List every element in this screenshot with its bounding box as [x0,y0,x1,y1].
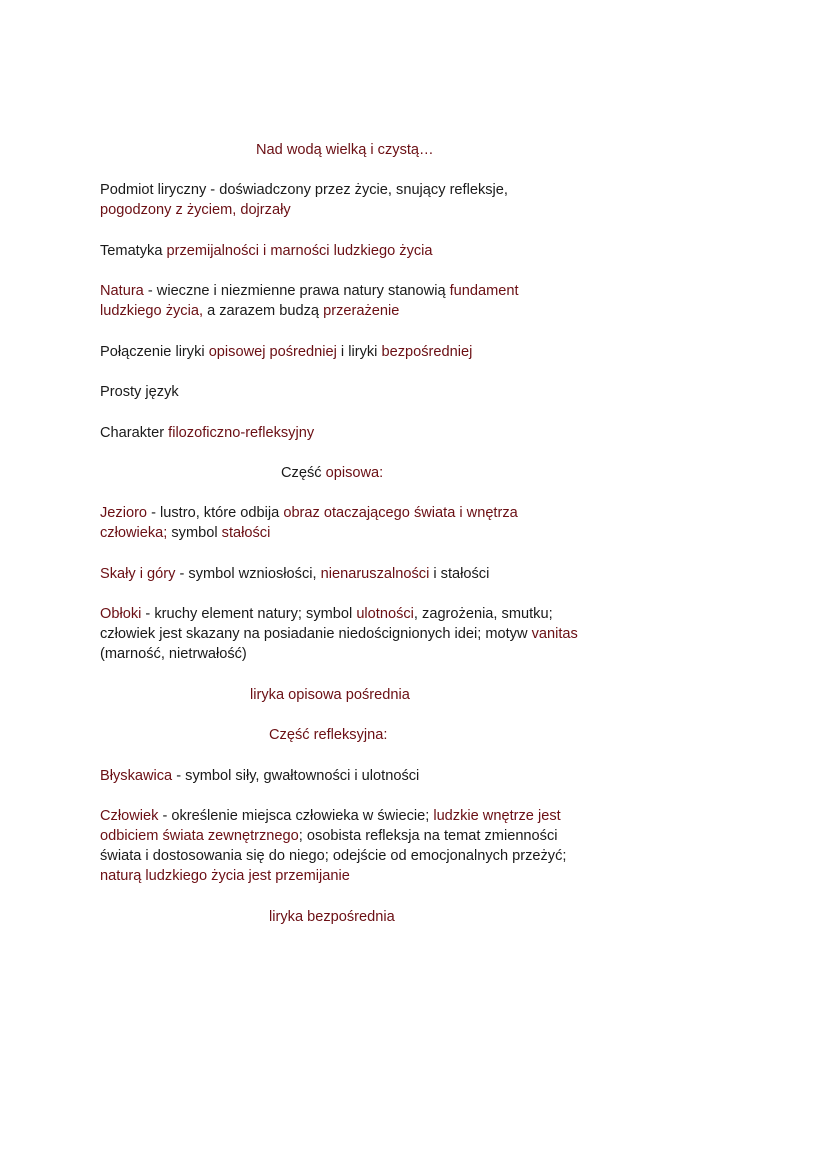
czlowiek-highlight-1: ludzkie wnętrze jest [433,808,561,824]
opisowa-heading [281,463,383,483]
prosty-jezyk: Prosty język [100,384,179,400]
jezioro-text-2: symbol [167,525,222,541]
tematyka-label: Tematyka [100,243,167,259]
obloki-line-1 [100,604,553,624]
jezioro-line-1 [100,503,518,523]
refleksyjna-heading: Część refleksyjna: [269,727,388,743]
polaczenie-text-2: i liryki [336,344,382,360]
czlowiek-line-2 [100,826,558,846]
obloki-text-2: , zagrożenia, smutku; [413,606,553,622]
czlowiek-line-1 [100,806,561,826]
charakter-highlight: filozoficzno-refleksyjny [168,425,315,441]
polaczenie-highlight-1: opisowej pośredniej [208,344,337,360]
czlowiek-highlight-2: odbiciem świata zewnętrznego [100,828,299,844]
natura-text: - wieczne i niezmienne prawa natury stanowią [143,283,450,299]
tematyka-line [100,241,433,261]
obloki-text-3: człowiek jest skazany na posiadanie niedoścignionych idei; motyw [100,626,532,642]
blyskawica-text: - symbol siły, gwałtowności i ulotności [172,768,420,784]
obloki-text: - kruchy element natury; symbol [141,606,357,622]
page-title: Nad wodą wielką i czystą… [256,142,434,158]
obloki-highlight-2: vanitas [531,626,578,642]
liryka-opisowa-label: liryka opisowa pośrednia [250,687,410,703]
obloki-line-3: (marność, nietrwałość) [100,646,247,662]
czlowiek-term: Człowiek [100,808,159,824]
podmiot-text: Podmiot liryczny - doświadczony przez życie, snujący refleksje, [100,182,508,198]
jezioro-text: - lustro, które odbija [147,505,284,521]
polaczenie-text-1: Połączenie liryki [100,344,209,360]
podmiot-line-2 [100,200,291,220]
czlowiek-line-4: naturą ludzkiego życia jest przemijanie [100,868,350,884]
skaly-highlight: nienaruszalności [320,566,430,582]
jezioro-term: Jezioro [100,505,148,521]
skaly-line [100,564,489,584]
jezioro-highlight-3: stałości [221,525,271,541]
czlowiek-text-2: ; osobista refleksja na temat zmienności [298,828,558,844]
podmiot-line-1 [100,180,508,200]
opisowa-heading-prefix: Część [281,465,326,481]
natura-text-2: a zarazem budzą [203,303,324,319]
polaczenie-highlight-2: bezpośredniej [381,344,473,360]
natura-highlight-3: przerażenie [323,303,400,319]
blyskawica-term: Błyskawica [100,768,173,784]
skaly-text: - symbol wzniosłości, [175,566,321,582]
natura-line-2 [100,301,399,321]
natura-highlight-2: ludzkiego życia, [100,303,204,319]
jezioro-highlight-1: obraz otaczającego świata i wnętrza [283,505,518,521]
tematyka-highlight: przemijalności i marności ludzkiego życia [166,243,433,259]
charakter-label: Charakter [100,425,169,441]
natura-highlight-1: fundament [449,283,519,299]
polaczenie-line [100,342,472,362]
obloki-line-2 [100,624,578,644]
obloki-term: Obłoki [100,606,142,622]
opisowa-heading-highlight: opisowa: [325,465,384,481]
czlowiek-line-3: świata i dostosowania się do niego; odejście od emocjonalnych przeżyć; [100,848,567,864]
liryka-bezposrednia-label: liryka bezpośrednia [269,909,395,925]
skaly-text-2: i stałości [429,566,490,582]
czlowiek-text: - określenie miejsca człowieka w świecie; [158,808,434,824]
jezioro-highlight-2: człowieka; [100,525,168,541]
jezioro-line-2 [100,523,270,543]
charakter-line [100,423,314,443]
obloki-highlight-1: ulotności [356,606,414,622]
natura-term: Natura [100,283,144,299]
natura-line-1 [100,281,519,301]
podmiot-highlight: pogodzony z życiem, dojrzały [100,202,291,218]
skaly-term: Skały i góry [100,566,176,582]
blyskawica-line [100,766,419,786]
